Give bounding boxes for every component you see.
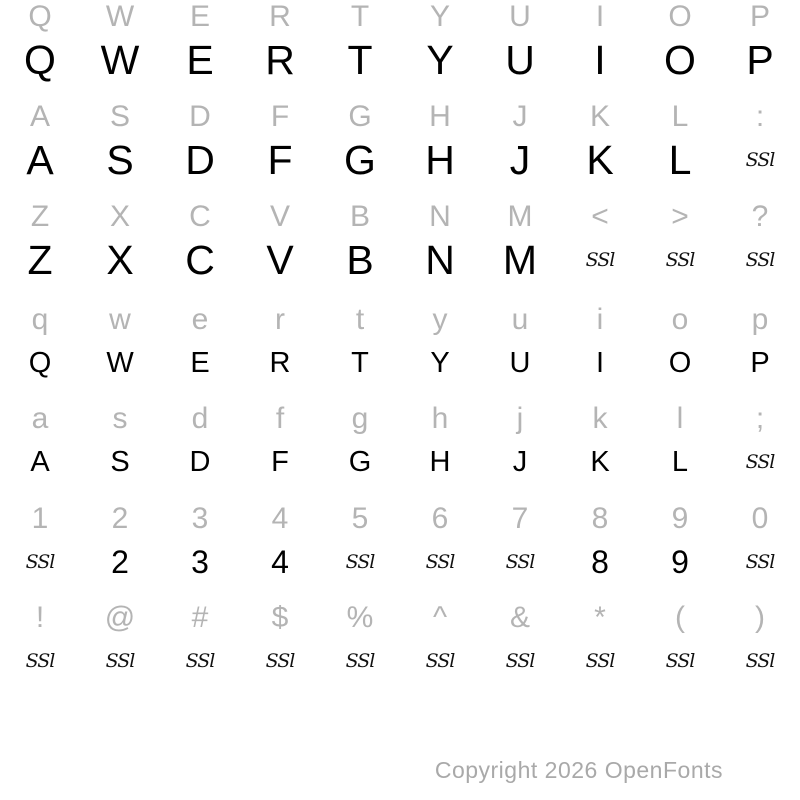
rendered-char: S (110, 445, 130, 478)
glyph-row-pair (0, 601, 800, 687)
reference-char: d (191, 402, 209, 435)
reference-char: D (189, 100, 211, 133)
rendered-char: L (668, 136, 692, 183)
reference-char: Z (30, 200, 50, 233)
reference-row (0, 502, 800, 536)
reference-char: & (509, 601, 530, 634)
reference-char: @ (104, 601, 136, 634)
reference-char: t (355, 303, 365, 336)
missing-glyph: SSl (665, 650, 695, 672)
rendered-row (0, 234, 800, 286)
rendered-char: Y (430, 346, 450, 379)
reference-char: o (671, 303, 689, 336)
glyph-row-pair (0, 303, 800, 389)
reference-char: ! (35, 601, 45, 634)
reference-char: N (429, 200, 451, 233)
reference-char: ^ (432, 601, 448, 634)
reference-char: Q (28, 0, 52, 33)
rendered-char: A (30, 445, 50, 478)
reference-char: R (269, 0, 291, 33)
missing-glyph: SSl (505, 650, 535, 672)
reference-char: $ (271, 601, 289, 634)
rendered-char: F (267, 136, 293, 183)
reference-char: u (511, 303, 529, 336)
missing-glyph: SSl (25, 650, 55, 672)
reference-row (0, 100, 800, 134)
reference-char: 5 (351, 502, 369, 535)
reference-char: T (350, 0, 370, 33)
rendered-char: P (750, 346, 770, 379)
reference-char: l (676, 402, 684, 435)
missing-glyph: SSl (425, 551, 455, 573)
missing-glyph: SSl (265, 650, 295, 672)
reference-char: P (749, 0, 770, 33)
reference-row (0, 0, 800, 34)
rendered-char: A (26, 136, 54, 183)
reference-char: k (592, 402, 608, 435)
reference-char: A (29, 100, 50, 133)
missing-glyph: SSl (585, 650, 615, 672)
reference-char: 3 (191, 502, 209, 535)
rendered-char: E (186, 36, 214, 83)
rendered-char: O (664, 36, 696, 83)
reference-char: y (432, 303, 448, 336)
missing-glyph: SSl (585, 249, 615, 271)
reference-char: * (594, 601, 606, 634)
reference-char: < (591, 200, 609, 233)
reference-char: 0 (751, 502, 769, 535)
reference-char: r (275, 303, 285, 336)
reference-char: X (109, 200, 130, 233)
rendered-char: T (351, 346, 369, 379)
rendered-row (0, 536, 800, 588)
reference-char: ; (755, 402, 765, 435)
missing-glyph: SSl (745, 149, 775, 171)
reference-char: # (191, 601, 209, 634)
reference-char: a (31, 402, 49, 435)
rendered-char: W (106, 346, 134, 379)
glyph-row-pair (0, 200, 800, 286)
rendered-char: R (265, 36, 295, 83)
rendered-char: B (346, 236, 374, 283)
missing-glyph: SSl (745, 551, 775, 573)
glyph-row-pair (0, 100, 800, 186)
rendered-char: J (509, 136, 531, 183)
reference-char: Y (429, 0, 450, 33)
rendered-char: M (502, 236, 538, 283)
reference-char: M (507, 200, 533, 233)
missing-glyph: SSl (745, 650, 775, 672)
reference-char: : (755, 100, 765, 133)
rendered-char: G (344, 136, 376, 183)
reference-char: U (509, 0, 531, 33)
reference-char: W (105, 0, 135, 33)
rendered-row (0, 134, 800, 186)
reference-char: 9 (671, 502, 689, 535)
reference-char: C (189, 200, 211, 233)
reference-char: F (270, 100, 290, 133)
glyph-row-pair (0, 0, 800, 86)
reference-char: h (431, 402, 449, 435)
reference-char: ) (755, 601, 765, 634)
rendered-row (0, 337, 800, 389)
rendered-char: I (595, 346, 605, 379)
reference-row (0, 402, 800, 436)
rendered-char: Q (28, 346, 52, 379)
rendered-char: D (189, 445, 211, 478)
reference-char: w (109, 303, 131, 336)
reference-char: p (751, 303, 769, 336)
rendered-char: E (190, 346, 210, 379)
reference-char: V (269, 200, 290, 233)
rendered-char: 8 (591, 543, 609, 580)
reference-char: H (429, 100, 451, 133)
reference-char: 8 (591, 502, 609, 535)
rendered-char: G (348, 445, 372, 478)
copyright-text: Copyright 2026 OpenFonts (434, 757, 723, 783)
rendered-char: 9 (671, 543, 689, 580)
reference-row (0, 601, 800, 635)
reference-char: > (671, 200, 689, 233)
glyph-row-pair (0, 502, 800, 588)
rendered-char: N (425, 236, 455, 283)
reference-char: J (512, 100, 528, 133)
rendered-char: S (106, 136, 134, 183)
rendered-char: X (106, 236, 134, 283)
reference-char: e (191, 303, 209, 336)
missing-glyph: SSl (505, 551, 535, 573)
reference-char: O (668, 0, 692, 33)
reference-char: 4 (271, 502, 289, 535)
reference-char: q (31, 303, 49, 336)
missing-glyph: SSl (745, 249, 775, 271)
reference-char: B (349, 200, 370, 233)
rendered-char: L (671, 445, 689, 478)
reference-char: ? (751, 200, 769, 233)
rendered-char: R (269, 346, 291, 379)
reference-char: f (275, 402, 285, 435)
reference-char: S (109, 100, 130, 133)
reference-char: 6 (431, 502, 449, 535)
reference-char: % (346, 601, 374, 634)
reference-char: g (351, 402, 369, 435)
reference-char: G (348, 100, 372, 133)
rendered-char: W (100, 36, 140, 83)
reference-row (0, 303, 800, 337)
reference-char: 2 (111, 502, 129, 535)
rendered-char: D (185, 136, 215, 183)
missing-glyph: SSl (665, 249, 695, 271)
rendered-char: J (512, 445, 528, 478)
rendered-char: K (586, 136, 614, 183)
rendered-row (0, 436, 800, 488)
rendered-char: Q (24, 36, 56, 83)
rendered-char: U (505, 36, 535, 83)
reference-char: i (596, 303, 604, 336)
reference-char: I (595, 0, 605, 33)
rendered-char: 4 (271, 543, 289, 580)
reference-row (0, 200, 800, 234)
rendered-row (0, 34, 800, 86)
reference-char: E (189, 0, 210, 33)
missing-glyph: SSl (745, 451, 775, 473)
reference-char: 1 (31, 502, 49, 535)
rendered-char: I (594, 36, 606, 83)
reference-char: L (671, 100, 689, 133)
rendered-char: P (746, 36, 774, 83)
rendered-char: K (590, 445, 610, 478)
missing-glyph: SSl (185, 650, 215, 672)
reference-char: 7 (511, 502, 529, 535)
missing-glyph: SSl (105, 650, 135, 672)
reference-char: K (589, 100, 610, 133)
rendered-char: O (668, 346, 692, 379)
rendered-char: Y (426, 36, 454, 83)
reference-char: ( (675, 601, 685, 634)
glyph-row-pair (0, 402, 800, 488)
rendered-char: H (429, 445, 451, 478)
rendered-char: T (347, 36, 373, 83)
reference-char: j (516, 402, 524, 435)
missing-glyph: SSl (425, 650, 455, 672)
rendered-row (0, 635, 800, 687)
missing-glyph: SSl (345, 650, 375, 672)
rendered-char: U (509, 346, 531, 379)
rendered-char: V (266, 236, 294, 283)
rendered-char: 3 (191, 543, 209, 580)
rendered-char: Z (27, 236, 53, 283)
missing-glyph: SSl (25, 551, 55, 573)
reference-char: s (112, 402, 128, 435)
rendered-char: 2 (111, 543, 129, 580)
rendered-char: F (271, 445, 289, 478)
rendered-char: H (425, 136, 455, 183)
rendered-char: C (185, 236, 215, 283)
missing-glyph: SSl (345, 551, 375, 573)
